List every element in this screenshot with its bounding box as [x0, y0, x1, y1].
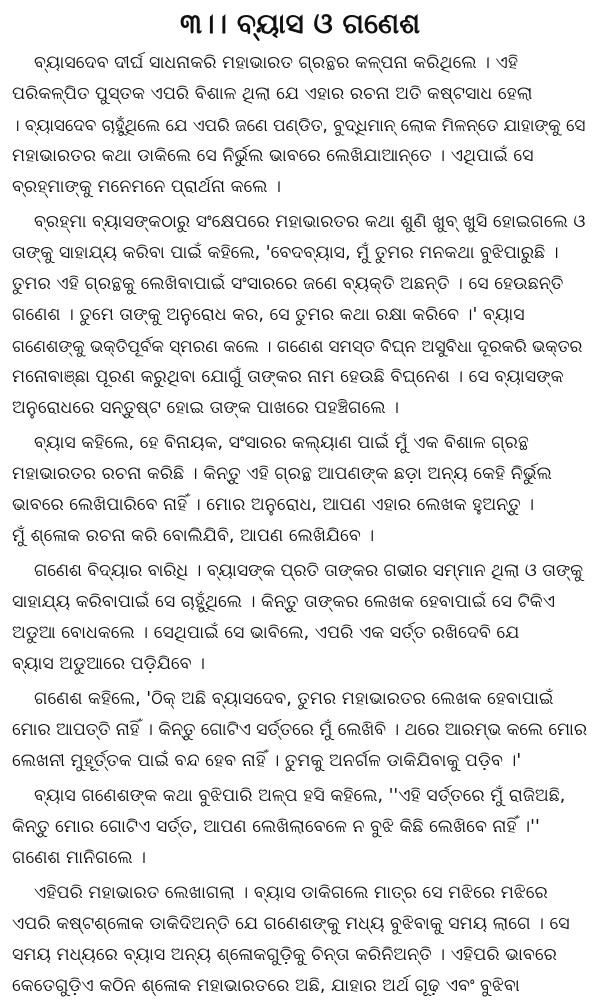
paragraph — [12, 781, 588, 874]
text-line: ପରିକଳ୍ପିତ ପୁସ୍ତକ ଏପରି ବିଶାଳ ଥିଲା ଯେ ଏହାର ରଚନା ଅତି କଷ୍ଟସାଧ ହେଲା — [12, 84, 533, 104]
paragraph — [12, 684, 588, 777]
paragraph — [12, 207, 588, 424]
text-line: ବ୍ରହ୍ମା ବ୍ୟାସଙ୍କଠାରୁ ସଂକ୍ଷେପରେ ମହାଭାରତର କଥା ଶୁଣି ଖୁବ୍ ଖୁସି ହୋଇଗଲେ ଓ — [34, 212, 586, 232]
text-line: ଏପରି କଷ୍ଟଶ୍ଳୋକ ଡାକିଦିଅନ୍ତି ଯେ ଗଣେଶଙ୍କୁ ମଧ୍ୟ ବୁଝିବାକୁ ସମୟ ଲାଗେ । ସେ — [12, 914, 570, 934]
text-line: ଏହିପରି ମହାଭାରତ ଲେଖାଗଲା । ବ୍ୟାସ ଡାକିଗଲେ ମାତ୍ର ସେ ମଝିରେ ମଝିରେ — [34, 883, 548, 903]
chapter-title: ୩।। ବ୍ୟାସ ଓ ଗଣେଶ — [179, 7, 421, 40]
text-line: ବ୍ରହ୍ମାଙ୍କୁ ମନେମନେ ପ୍ରାର୍ଥନା କଲେ । — [12, 177, 281, 197]
text-line: ଗଣେଶ । ତୁମେ ତାଙ୍କୁ ଅନୁରୋଧ କର, ସେ ତୁମର କଥା ରକ୍ଷା କରିବେ ।' ବ୍ୟାସ — [12, 305, 525, 325]
text-line: ମୁଁ ଶ୍ଳୋକ ରଚନା କରି ବୋଲିଯିବି, ଆପଣ ଲେଖିଯିବେ । — [12, 526, 375, 546]
paragraph — [12, 48, 588, 203]
text-line: କେତେଗୁଡ଼ିଏ କଠିନ ଶ୍ଳୋକ ମହାଭାରତରେ ଅଛି, ଯାହାର ଅର୍ଥ ଗୂଢ଼ ଏବଂ ବୁଝିବା — [12, 976, 520, 996]
paragraph — [12, 428, 588, 552]
text-line: ତାଙ୍କୁ ସାହାଯ୍ୟ କରିବା ପାଇଁ କହିଲେ, 'ବେଦବ୍ୟାସ, ମୁଁ ତୁମର ମନକଥା ବୁଝିପାରୁଛି । — [12, 243, 559, 263]
text-line: ସାହାଯ୍ୟ କରିବାପାଇଁ ସେ ଚାହୁଁଥିଲେ । କିନ୍ତୁ ତାଙ୍କର ଲେଖକ ହେବାପାଇଁ ସେ ଟିକିଏ — [12, 592, 556, 612]
text-line: ବ୍ୟାସ ଗଣେଶଙ୍କ କଥା ବୁଝିପାରି ଅଳ୍ପ ହସି କହିଲେ, ''ଏହି ସର୍ତ୍ତରେ ମୁଁ ରାଜିଅଛି, — [34, 786, 566, 806]
text-line: କିନ୍ତୁ ମୋର ଗୋଟିଏ ସର୍ତ୍ତ, ଆପଣ ଲେଖିଲାବେଳେ ନ ବୁଝି କିଛି ଲେଖିବେ ନାହିଁ ।'' — [12, 817, 540, 837]
body-text — [12, 48, 588, 1002]
text-line: ବ୍ୟାସଦେବ ଦୀର୍ଘ ସାଧନାକରି ମହାଭାରତ ଗ୍ରନ୍ଥର କଳ୍ପନା କରିଥିଲେ । ଏହି — [34, 53, 519, 73]
text-line: ସମୟ ମଧ୍ୟରେ ବ୍ୟାସ ଅନ୍ୟ ଶ୍ଳୋକଗୁଡ଼ିକୁ ଚିନ୍ତା କରିନିଅନ୍ତି । ଏହିପରି ଭାବରେ — [12, 945, 557, 965]
text-line: ମହାଭାରତର ରଚନା କରିଛି । କିନ୍ତୁ ଏହି ଗ୍ରନ୍ଥ ଆପଣଙ୍କ ଛଡ଼ା ଅନ୍ୟ କେହି ନିର୍ଭୁଲ — [12, 464, 552, 484]
text-line: ଅନୁରୋଧରେ ସନ୍ତୁଷ୍ଟ ହୋଇ ତାଙ୍କ ପାଖରେ ପହଞ୍ଚିଗଲେ । — [12, 398, 399, 418]
text-line: ବ୍ୟାସ ଅଡୁଆରେ ପଡ଼ିଯିବେ । — [12, 654, 205, 674]
text-line: ତୁମର ଏହି ଗ୍ରନ୍ଥକୁ ଲେଖିବାପାଇଁ ସଂସାରରେ ଜଣେ ବ୍ୟକ୍ତି ଅଛନ୍ତି । ସେ ହେଉଛନ୍ତି — [12, 274, 564, 294]
text-line: ଗଣେଶ ବିଦ୍ୟାର ବାରିଧି । ବ୍ୟାସଙ୍କ ପ୍ରତି ତାଙ୍କର ଗଭୀର ସମ୍ମାନ ଥିଲା ଓ ତାଙ୍କୁ — [34, 561, 583, 581]
text-line: ଗଣେଶଙ୍କୁ ଭକ୍ତିପୂର୍ବକ ସ୍ମରଣ କଲେ । ଗଣେଶ ସମସ୍ତ ବିଘ୍ନ ଅସୁବିଧା ଦୂରକରି ଭକ୍ତର — [12, 336, 583, 356]
text-line: ଭାବରେ ଲେଖିପାରିବେ ନାହିଁ । ମୋର ଅନୁରୋଧ, ଆପଣ ଏହାର ଲେଖକ ହୁଅନ୍ତୁ । — [12, 495, 535, 515]
paragraph — [12, 556, 588, 680]
text-line: ବ୍ୟାସ କହିଲେ, ହେ ବିନାୟକ, ସଂସାରର କଲ୍ୟାଣ ପାଇଁ ମୁଁ ଏକ ବିଶାଳ ଗ୍ରନ୍ଥ — [34, 433, 529, 453]
text-line: ମୋର ଆପତ୍ତି ନାହିଁ । କିନ୍ତୁ ଗୋଟିଏ ସର୍ତ୍ତରେ ମୁଁ ଲେଖିବି । ଥରେ ଆରମ୍ଭ କଲେ ମୋର — [12, 720, 587, 740]
text-line: ମହାଭାରତର କଥା ଡାକିଲେ ସେ ନିର୍ଭୁଲ ଭାବରେ ଲେଖିଯାଆନ୍ତେ । ଏଥିପାଇଁ ସେ — [12, 146, 534, 166]
text-line: ଗଣେଶ କହିଲେ, 'ଠିକ୍ ଅଛି ବ୍ୟାସଦେବ, ତୁମର ମହାଭାରତର ଲେଖକ ହେବାପାଇଁ — [34, 689, 554, 709]
text-line: ଗଣେଶ ମାନିଗଲେ । — [12, 848, 147, 868]
paragraph — [12, 878, 588, 1002]
text-line: ମନୋବାଞ୍ଛା ପୂରଣ କରୁଥିବା ଯୋଗୁଁ ତାଙ୍କର ନାମ ହେଉଛି ବିଘ୍ନେଶ । ସେ ବ୍ୟାସଙ୍କ — [12, 367, 564, 387]
text-line: ଅଡୁଆ ବୋଧକଲେ । ସେଥିପାଇଁ ସେ ଭାବିଲେ, ଏପରି ଏକ ସର୍ତ୍ତ ରଖିଦେବି ଯେ — [12, 623, 520, 643]
text-line: ଲେଖନୀ ମୁହୂର୍ତ୍ତକ ପାଇଁ ବନ୍ଦ ହେବ ନାହିଁ । ତୁମକୁ ଅନର୍ଗଳ ଡାକିଯିବାକୁ ପଡ଼ିବ ।' — [12, 751, 522, 771]
text-line: । ବ୍ୟାସଦେବ ଚାହୁଁଥିଲେ ଯେ ଏପରି ଜଣେ ପଣ୍ଡିତ, ବୁଦ୍ଧିମାନ୍ ଲୋକ ମିଳନ୍ତେ ଯାହାଙ୍କୁ ସେ — [12, 115, 586, 135]
